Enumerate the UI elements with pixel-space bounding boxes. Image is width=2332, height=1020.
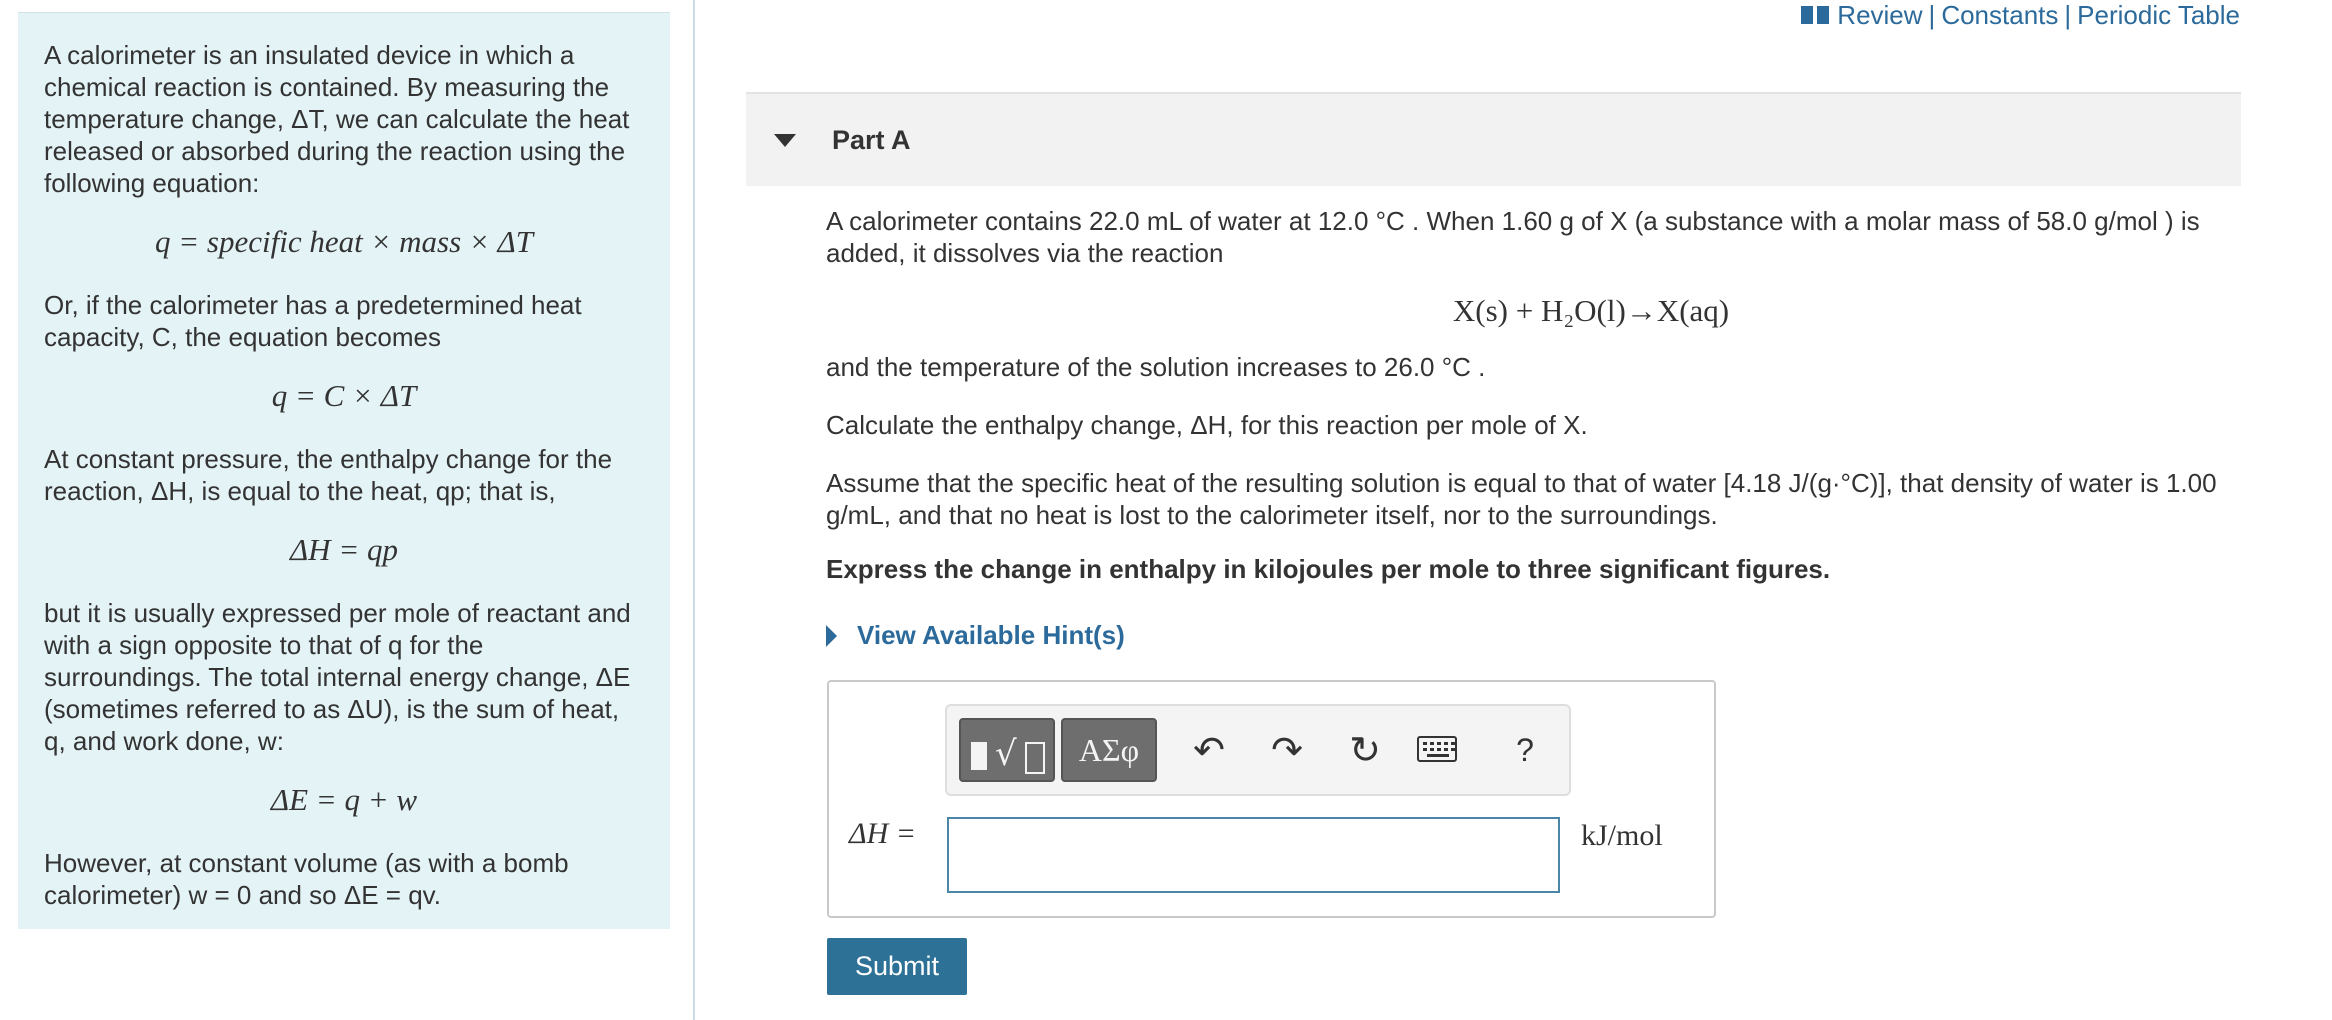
constants-link[interactable]: Constants bbox=[1941, 0, 2059, 30]
equation-heat: q = specific heat × mass × ΔT bbox=[154, 224, 533, 259]
intro-paragraph-1: A calorimeter is an insulated device in which a chemical reaction is contained. By measuring the temperature change, ΔT, we can calculate the heat released or absorbed during the reaction using the following equation: bbox=[44, 40, 630, 198]
question-line-2: and the temperature of the solution increases to 26.0 °C . bbox=[826, 352, 1486, 382]
greek-symbols-button[interactable]: ΑΣφ bbox=[1061, 718, 1157, 782]
intro-paragraph-2: Or, if the calorimeter has a predetermined heat capacity, C, the equation becomes bbox=[44, 290, 582, 352]
question-line-4: Assume that the specific heat of the resulting solution is equal to that of water [4.18 J/(g·°C)], that density of water is 1.00 g/mL, and that no heat is lost to the calorimeter itself, nor to the surroundings. bbox=[826, 468, 2217, 530]
part-a-header[interactable] bbox=[746, 92, 2241, 186]
panel-divider bbox=[693, 0, 695, 1020]
undo-icon[interactable]: ↶ bbox=[1193, 728, 1225, 772]
periodic-table-link[interactable]: Periodic Table bbox=[2077, 0, 2240, 30]
reaction-equation: X(s) + H₂O(l)→X(aq) bbox=[1452, 293, 1730, 328]
question-line-3: Calculate the enthalpy change, ΔH, for this reaction per mole of X. bbox=[826, 410, 1588, 440]
equation-internal-energy: ΔE = q + w bbox=[270, 782, 418, 817]
book-icon bbox=[1801, 4, 1829, 26]
question-line-1: A calorimeter contains 22.0 mL of water at 12.0 °C . When 1.60 g of X (a substance with a molar mass of 58.0 g/mol ) is added, it dissolves via the reaction bbox=[826, 206, 2200, 268]
answer-box bbox=[827, 680, 1716, 918]
question-body bbox=[826, 205, 2246, 585]
intro-panel bbox=[18, 12, 670, 929]
template-block-icon bbox=[971, 742, 987, 770]
link-separator: | bbox=[2064, 0, 2072, 30]
delta-h-label: ΔH = bbox=[849, 817, 917, 850]
view-hints-toggle[interactable] bbox=[826, 620, 1125, 651]
reset-icon[interactable]: ↻ bbox=[1349, 728, 1381, 772]
redo-icon[interactable]: ↷ bbox=[1271, 728, 1303, 772]
link-separator: | bbox=[1928, 0, 1936, 30]
intro-paragraph-5: However, at constant volume (as with a bomb calorimeter) w = 0 and so ΔE = qv. bbox=[44, 848, 569, 910]
intro-paragraph-3: At constant pressure, the enthalpy change for the reaction, ΔH, is equal to the heat, qp; that is, bbox=[44, 444, 613, 506]
top-links bbox=[1801, 0, 2240, 30]
caret-down-icon[interactable] bbox=[774, 134, 796, 147]
question-instruction: Express the change in enthalpy in kilojoules per mole to three significant figures. bbox=[826, 554, 1831, 584]
template-box-icon bbox=[1025, 742, 1045, 774]
submit-button[interactable]: Submit bbox=[827, 938, 967, 995]
answer-input[interactable] bbox=[947, 817, 1560, 893]
equation-enthalpy: ΔH = qp bbox=[289, 532, 398, 567]
unit-label: kJ/mol bbox=[1581, 819, 1663, 852]
math-toolbar bbox=[945, 704, 1571, 796]
caret-right-icon[interactable] bbox=[826, 625, 837, 647]
intro-paragraph-4: but it is usually expressed per mole of reactant and with a sign opposite to that of q for the surroundings. The total internal energy change, ΔE (sometimes referred to as ΔU), is the sum of heat, q, and work done, w: bbox=[44, 598, 631, 756]
hint-label[interactable]: View Available Hint(s) bbox=[857, 620, 1125, 650]
review-link[interactable]: Review bbox=[1837, 0, 1923, 30]
help-icon[interactable]: ? bbox=[1516, 732, 1534, 768]
templates-button[interactable] bbox=[959, 718, 1055, 782]
equation-heat-capacity: q = C × ΔT bbox=[271, 378, 417, 413]
part-title: Part A bbox=[832, 124, 911, 155]
sqrt-icon: √ bbox=[995, 734, 1017, 774]
keyboard-icon[interactable] bbox=[1417, 736, 1457, 762]
